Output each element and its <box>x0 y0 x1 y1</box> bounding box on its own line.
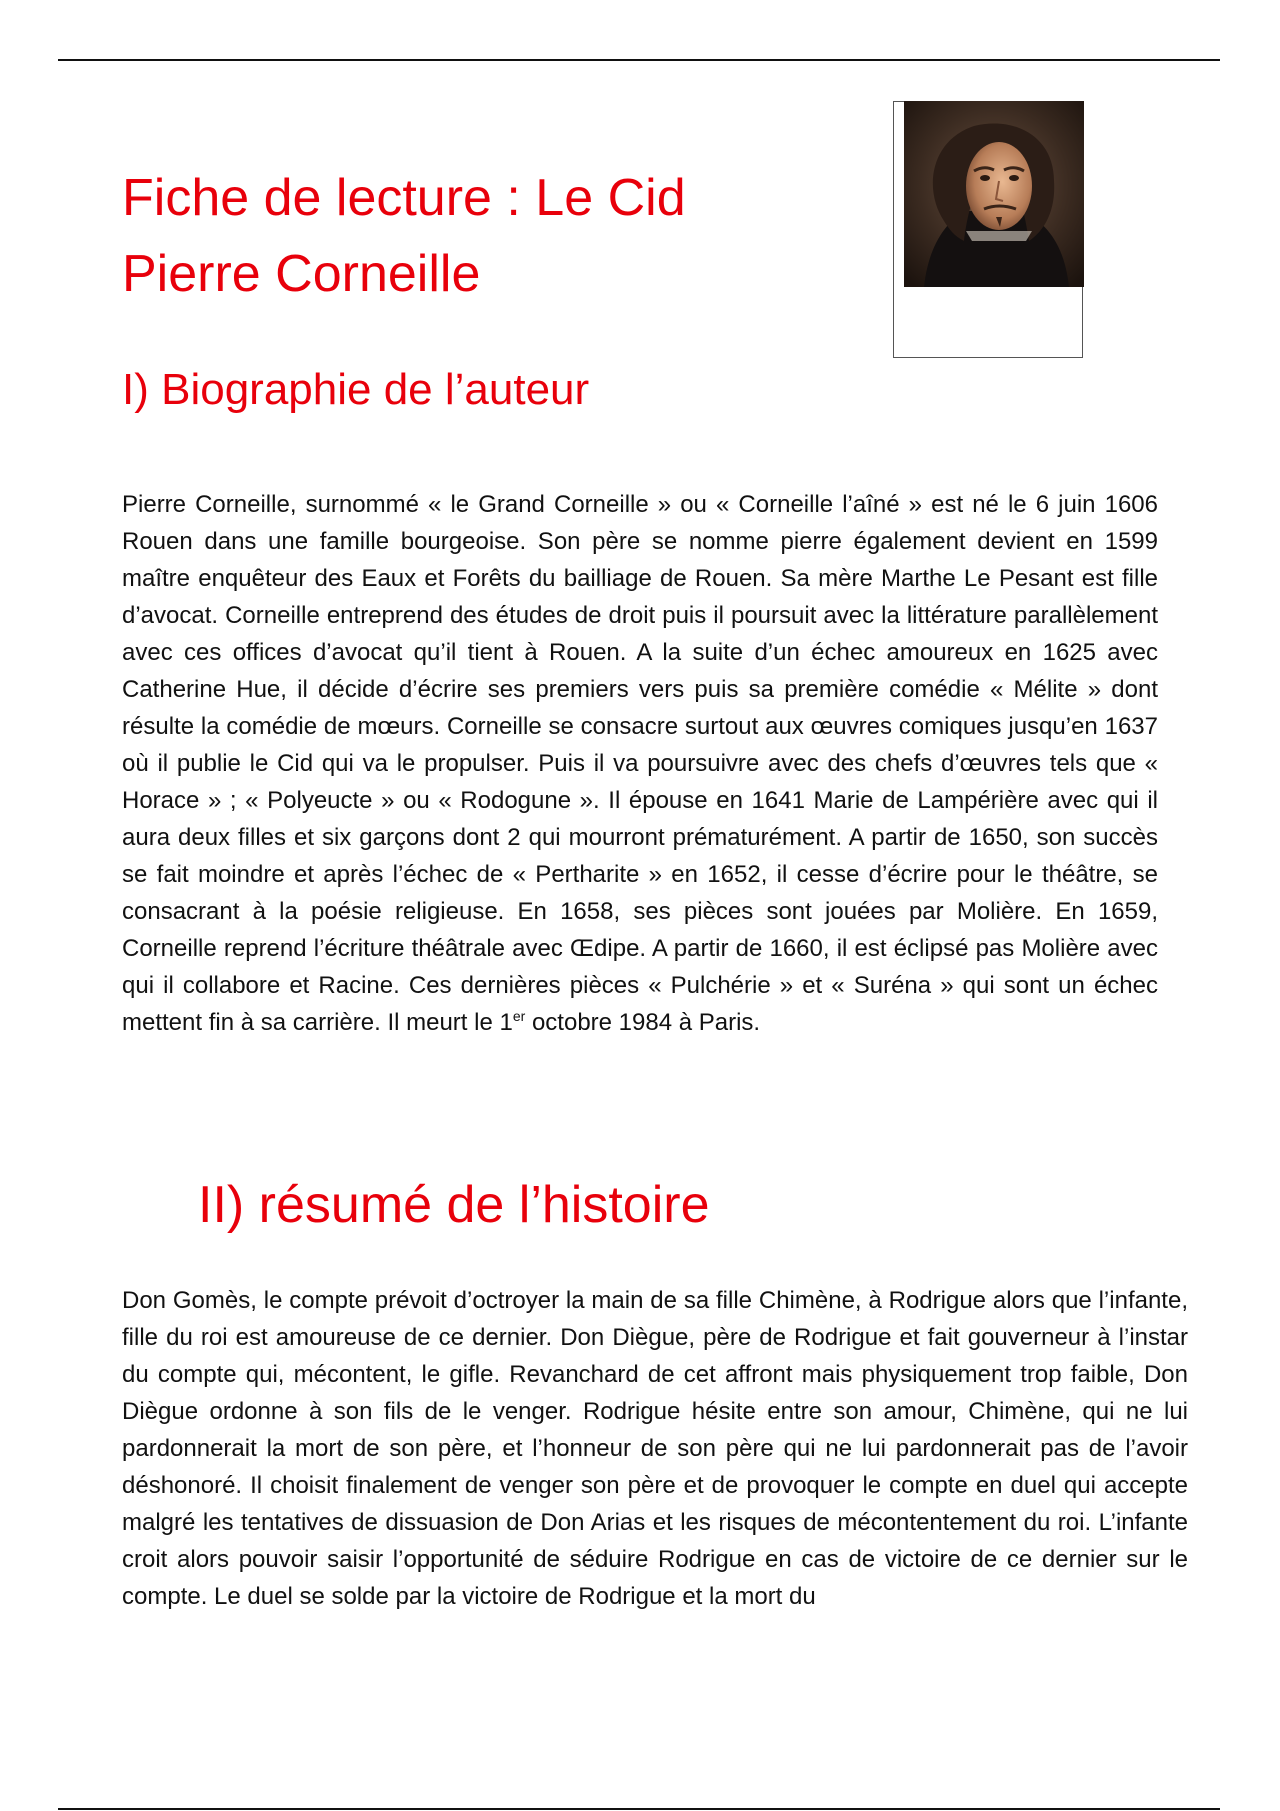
section-heading-resume: II) résumé de l’histoire <box>198 1176 710 1234</box>
portrait-image <box>904 101 1084 287</box>
biography-text: Pierre Corneille, surnommé « le Grand Corneille » ou « Corneille l’aîné » est né le 6 juin 1606 Rouen dans une famille bourgeoise. Son père se nomme pierre également devient en 1599 maître enquêteur des Eaux et Forêts du bailliage de Rouen. Sa mère Marthe Le Pesant est fille d’avocat. Corneille entreprend des études de droit puis il poursuit avec la littérature parallèlement avec ces offices d’avocat qu’il tient à Rouen. A la suite d’un échec amoureux en 1625 avec Catherine Hue, il décide d’écrire ses premiers vers puis sa première comédie « Mélite » dont résulte la comédie de mœurs. Corneille se consacre surtout aux œuvres comiques jusqu’en 1637 où il publie le Cid qui va le propulser. Puis il va poursuivre avec des chefs d’œuvres tels que « Horace » ; « Polyeucte » ou « Rodogune ». Il épouse en 1641 Marie de Lampérière avec qui il aura deux filles et six garçons dont 2 qui mourront prématurément. A partir de 1650, son succès se fait moindre et après l’échec de « Pertharite » en 1652, il cesse d’écrire pour le théâtre, se consacrant à la poésie religieuse. En 1658, ses pièces sont jouées par Molière. En 1659, Corneille reprend l’écriture théâtrale avec Œdipe. A partir de 1660, il est éclipsé pas Molière avec qui il collabore et Racine. Ces dernières pièces « Pulchérie » et « Suréna » qui sont un échec mettent fin à sa carrière. Il meurt le 1 <box>122 491 1158 1036</box>
summary-paragraph: Don Gomès, le compte prévoit d’octroyer la main de sa fille Chimène, à Rodrigue alors que l’infante, fille du roi est amoureuse de ce dernier. Don Diègue, père de Rodrigue et fait gouverneur à l’instar du compte qui, mécontent, le gifle. Revanchard de cet affront mais physiquement trop faible, Don Diègue ordonne à son fils de le venger. Rodrigue hésite entre son amour, Chimène, qui ne lui pardonnerait la mort de son père, et l’honneur de son père qui ne lui pardonnerait pas de l’avoir déshonoré. Il choisit finalement de venger son père et de provoquer le compte en duel qui accepte malgré les tentatives de dissuasion de Don Arias et les risques de mécontentement du roi. L’infante croit alors pouvoir saisir l’opportunité de séduire Rodrigue en cas de victoire de ce dernier sur le compte. Le duel se solde par la victoire de Rodrigue et la mort du <box>122 1287 1188 1610</box>
top-rule <box>58 59 1220 61</box>
biography-paragraph <box>122 486 1158 1041</box>
title-line-1: Fiche de lecture : Le Cid <box>122 169 686 227</box>
bottom-rule <box>58 1808 1220 1810</box>
biography-text-end: octobre 1984 à Paris. <box>525 1009 761 1036</box>
title-line-2: Pierre Corneille <box>122 245 481 303</box>
document-title <box>122 160 686 312</box>
section-heading-biographie: I) Biographie de l’auteur <box>122 365 590 414</box>
superscript-er: er <box>512 1008 526 1024</box>
